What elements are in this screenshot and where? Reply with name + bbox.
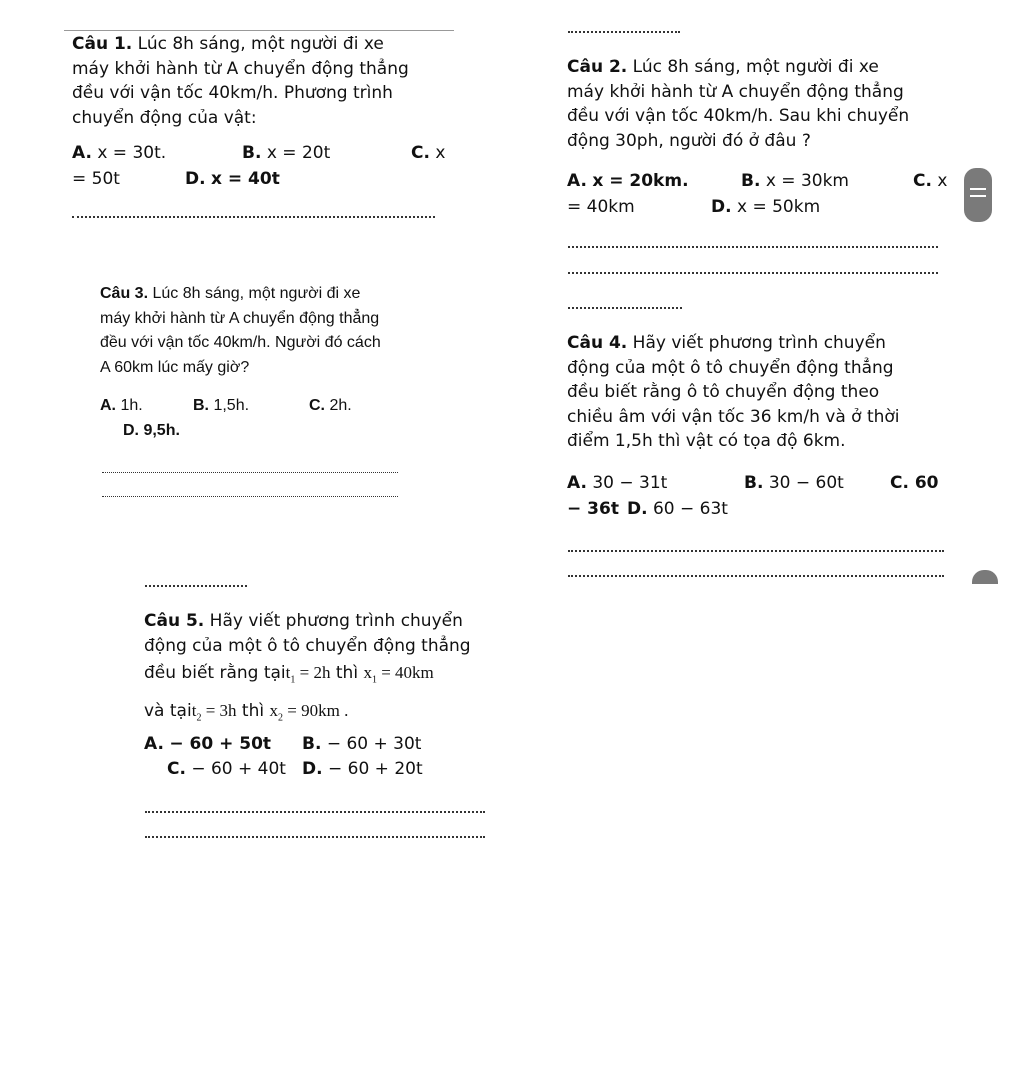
q5-option-a: − 60 + 50t	[169, 734, 272, 754]
q1-line-3: đều với vận tốc 40km/h. Phương trình	[72, 83, 393, 103]
q5-t2: $t_2 = 3h$	[191, 701, 237, 724]
q3-answer-line-1	[102, 472, 398, 473]
q1-option-b: x = 20t	[266, 143, 331, 163]
question-1	[72, 32, 409, 130]
q5-line-3: đều biết rằng tạit$_1$ = 2h thì $x_1 = 40km$	[144, 663, 434, 686]
q5-options-row-2: C. − 60 + 40t D. − 60 + 20t	[167, 758, 423, 779]
q2-option-c: x	[937, 171, 948, 191]
q3-options-row-2	[100, 419, 352, 444]
q3-option-b: 1,5h.	[213, 397, 250, 414]
q2-option-d: x = 50km	[736, 196, 821, 217]
q4-option-b: 30 − 60t	[768, 473, 844, 493]
q2-answer-line-1	[568, 246, 938, 248]
q1-label: Câu 1.	[72, 34, 133, 54]
top-rule	[64, 30, 454, 31]
q1-options	[72, 141, 445, 191]
q3-option-d: D. 9,5h.	[123, 421, 180, 439]
q3-line-3: đều với vận tốc 40km/h. Người đó cách	[100, 334, 381, 351]
q5-answer-line-2	[145, 836, 485, 838]
q4-options-row-2: − 36t D. 60 − 63t	[567, 497, 939, 522]
q3-option-c: 2h.	[329, 397, 352, 414]
q4-line-2: động của một ô tô chuyển động thẳng	[567, 357, 894, 378]
q4-line-4: chiều âm với vận tốc 36 km/h và ở thời	[567, 406, 900, 427]
q5-line-4: và tạit$_2$ = 3h thì $x_2 = 90km$ .	[144, 701, 349, 724]
q3-line-2: máy khởi hành từ A chuyển động thẳng	[100, 309, 380, 327]
q3-options-row-1: A. 1h. B. 1,5h. C. 2h.	[100, 397, 352, 414]
q1-option-a: x = 30t.	[97, 143, 167, 163]
question-4	[567, 331, 900, 454]
q5-line-1: Câu 5. Hãy viết phương trình chuyển	[144, 611, 463, 631]
q3-option-a: 1h.	[120, 397, 143, 414]
q4-options-row-1: A. 30 − 31t B. 30 − 60t C. 60	[567, 473, 939, 493]
q2-line-4: động 30ph, người đó ở đâu ?	[567, 130, 811, 151]
q4-line-3: đều biết rằng ô tô chuyển động theo	[567, 382, 880, 402]
q5-option-c: − 60 + 40t	[191, 758, 286, 779]
q3-answer-line-2	[102, 496, 398, 497]
q2-label: Câu 2.	[567, 57, 628, 77]
handle-grip-icon	[970, 188, 986, 190]
q5-t1: $t_1 = 2h$	[285, 663, 331, 686]
side-scroll-handle-2[interactable]	[972, 570, 998, 584]
q1-option-c-cont: = 50t	[72, 168, 120, 189]
q4-option-d: 60 − 63t	[652, 498, 728, 519]
q5-options-row-1: A. − 60 + 50t B. − 60 + 30t	[144, 734, 422, 754]
q4-option-a: 30 − 31t	[592, 473, 668, 493]
q5-options	[144, 732, 423, 781]
q2-option-b: x = 30km	[765, 171, 849, 191]
q4-line-1: Câu 4. Hãy viết phương trình chuyển	[567, 333, 886, 353]
q5-answer-line-1	[145, 811, 485, 813]
q2-line-2: máy khởi hành từ A chuyển động thẳng	[567, 81, 904, 102]
q1-line-2: máy khởi hành từ A chuyển động thẳng	[72, 58, 409, 79]
question-3	[100, 282, 381, 380]
q2-answer-line-2	[568, 272, 938, 274]
q2-options-row-2: = 40km D. x = 50km	[567, 195, 947, 220]
q5-x2: $x_2 = 90km$ .	[269, 701, 349, 724]
q1-options-row-2: = 50t D. x = 40t	[72, 167, 445, 192]
q2-options-row-1: A. x = 20km. B. x = 30km C. x	[567, 171, 948, 191]
q3-line-4: A 60km lúc mấy giờ?	[100, 358, 250, 376]
q2-option-a: x = 20km.	[592, 171, 689, 191]
q5-x1: $x_1 = 40km$	[363, 663, 434, 686]
q4-top-line	[568, 307, 682, 309]
q4-option-c: C. 60	[890, 473, 939, 493]
q2-option-c-cont: = 40km	[567, 196, 635, 217]
q1-line-4: chuyển động của vật:	[72, 107, 257, 128]
q1-answer-line	[72, 216, 435, 218]
q5-option-d: − 60 + 20t	[327, 758, 423, 779]
q4-options	[567, 471, 939, 521]
q1-option-c: x	[435, 143, 446, 163]
q4-answer-line-1	[568, 550, 944, 552]
q2-top-line	[568, 31, 680, 33]
q5-label: Câu 5.	[144, 611, 205, 631]
side-scroll-handle[interactable]	[964, 168, 992, 222]
q5-top-line	[145, 585, 247, 587]
q4-label: Câu 4.	[567, 333, 628, 353]
q3-label: Câu 3.	[100, 285, 149, 302]
q4-answer-line-2	[568, 575, 944, 577]
q2-line-3: đều với vận tốc 40km/h. Sau khi chuyển	[567, 106, 910, 126]
q2-line-1: Câu 2. Lúc 8h sáng, một người đi xe	[567, 57, 879, 77]
q1-line-1: Câu 1. Lúc 8h sáng, một người đi xe	[72, 34, 384, 54]
q5-line-2: động của một ô tô chuyển động thẳng	[144, 636, 471, 656]
q3-line-1: Câu 3. Lúc 8h sáng, một người đi xe	[100, 285, 361, 302]
q2-options	[567, 169, 947, 219]
question-5	[144, 609, 471, 731]
q3-options	[100, 394, 352, 443]
q1-option-d: x = 40t	[210, 168, 280, 189]
question-2	[567, 55, 909, 153]
q4-option-c-cont: − 36t	[567, 498, 619, 519]
q4-line-5: điểm 1,5h thì vật có tọa độ 6km.	[567, 431, 846, 451]
q1-options-row-1: A. x = 30t. B. x = 20t C. x	[72, 143, 446, 163]
q5-option-b: − 60 + 30t	[326, 734, 422, 754]
